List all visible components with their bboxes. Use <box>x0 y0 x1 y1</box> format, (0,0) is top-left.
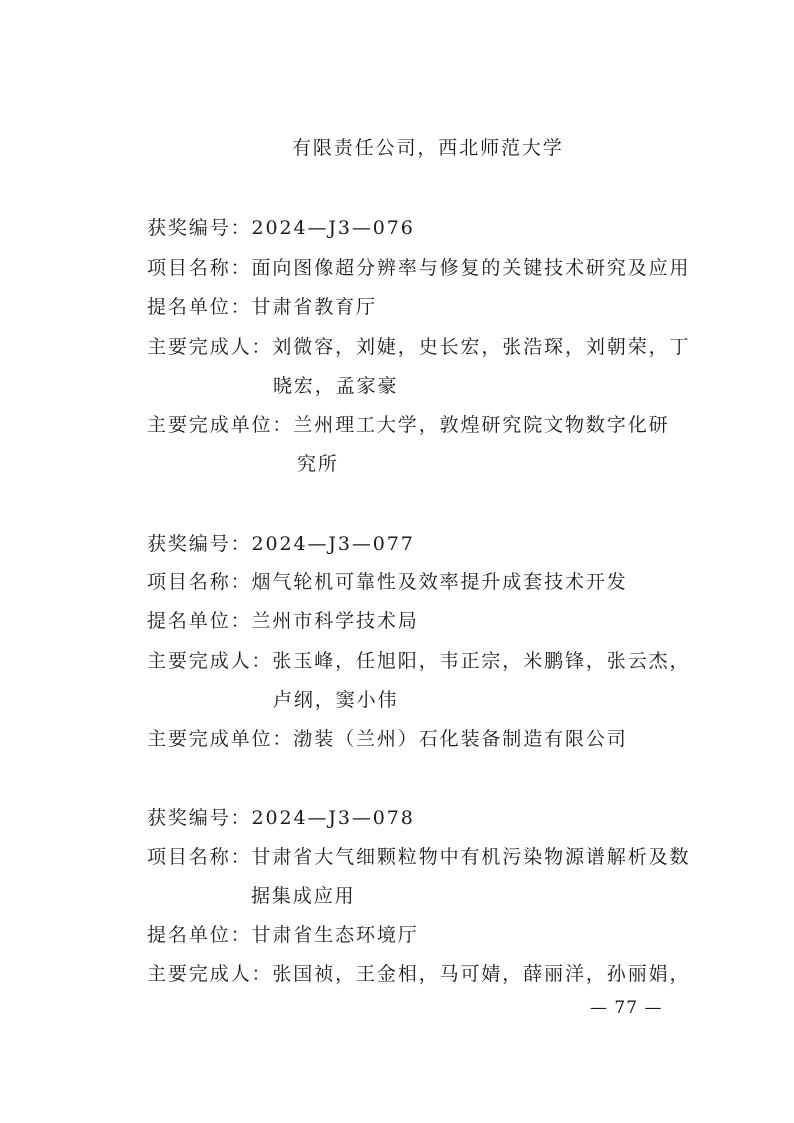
main-units: 主要完成单位：兰州理工大学，敦煌研究院文物数字化研 <box>147 414 670 436</box>
project-name-cont: 据集成应用 <box>251 885 356 907</box>
project-name: 项目名称：面向图像超分辨率与修复的关键技术研究及应用 <box>147 257 691 279</box>
main-units-cont: 究所 <box>297 453 339 475</box>
project-name: 项目名称：烟气轮机可靠性及效率提升成套技术开发 <box>147 571 628 593</box>
main-units: 主要完成单位：渤装（兰州）石化装备制造有限公司 <box>147 728 628 750</box>
main-contributors-cont: 卢纲，窦小伟 <box>273 689 399 711</box>
continuation-line: 有限责任公司，西北师范大学 <box>292 137 564 159</box>
page-number: — 77 — <box>590 998 663 1018</box>
main-contributors: 主要完成人：刘微容，刘婕，史长宏，张浩琛，刘朝荣，丁 <box>147 336 691 358</box>
award-number: 获奖编号：2024—J3—077 <box>147 533 415 555</box>
nominating-unit: 提名单位：甘肃省教育厅 <box>147 296 377 318</box>
award-number: 获奖编号：2024—J3—078 <box>147 807 415 829</box>
project-name: 项目名称：甘肃省大气细颗粒物中有机污染物源谱解析及数 <box>147 846 691 868</box>
nominating-unit: 提名单位：兰州市科学技术局 <box>147 610 419 632</box>
nominating-unit: 提名单位：甘肃省生态环境厅 <box>147 924 419 946</box>
award-number: 获奖编号：2024—J3—076 <box>147 217 415 239</box>
main-contributors: 主要完成人：张国祯，王金相，马可婧，薛丽洋，孙丽娟， <box>147 963 691 985</box>
main-contributors-cont: 晓宏，孟家豪 <box>273 375 399 397</box>
main-contributors: 主要完成人：张玉峰，任旭阳，韦正宗，米鹏锋，张云杰， <box>147 650 691 672</box>
